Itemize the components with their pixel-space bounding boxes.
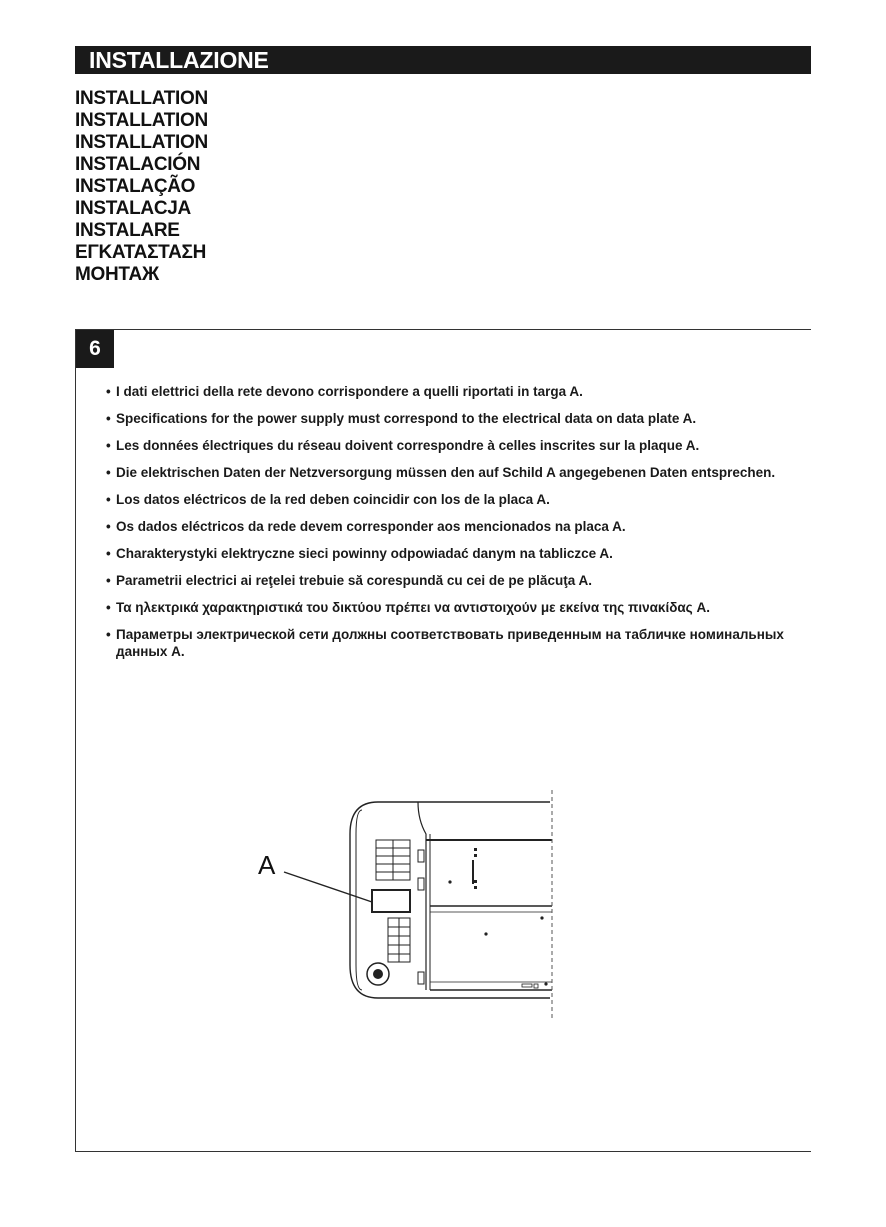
step-number: 6 [89,337,101,360]
title-ru: МОНТАЖ [75,264,159,285]
title-en: INSTALLATION [75,88,208,109]
instruction-list [106,383,796,670]
instruction-pl: • Charakterystyki elektryczne sieci powinny odpowiadać danym na tabliczce A. [106,545,796,562]
instruction-pt: • Os dados eléctricos da rede devem corresponder aos mencionados na placa A. [106,518,796,535]
instruction-fr: • Les données électriques du réseau doivent correspondre à celles inscrites sur la plaque A. [106,437,796,454]
instruction-de: • Die elektrischen Daten der Netzversorgung müssen den auf Schild A angegebenen Daten entsprechen. [106,464,796,481]
step-number-badge [76,330,114,368]
control-knob-icon [367,963,389,985]
title-pt: INSTALAÇÃO [75,176,196,197]
callout-leader-line [284,872,372,902]
instruction-es: • Los datos eléctricos de la red deben coincidir con los de la placa A. [106,491,796,508]
instruction-it: • I dati elettrici della rete devono corrispondere a quelli riportati in targa A. [106,383,796,400]
title-pl: INSTALACJA [75,198,191,219]
page-title: INSTALLAZIONE [89,47,269,73]
instruction-ru: • Параметры электрической сети должны соответствовать приведенным на табличке номинальных данных A. [106,626,796,660]
instruction-el: • Τα ηλεκτρικά χαρακτηριστικά του δικτύου πρέπει να αντιστοιχούν με εκείνα της πινακίδας A. [106,599,796,616]
translated-titles-list [75,88,208,286]
title-fr: INSTALLATION [75,110,208,131]
section-header-bar [75,46,811,74]
vent-grille-lower-icon [388,918,410,962]
title-es: INSTALACIÓN [75,154,201,175]
figure-callout-label: A [258,850,276,880]
vent-grille-upper-icon [376,840,410,880]
title-el: ΕΓΚΑΤΑΣΤΑΣΗ [75,242,207,263]
panel-detail-marks-icon [448,848,547,988]
title-ro: INSTALARE [75,220,180,241]
appliance-illustration [250,790,570,1030]
instruction-en: • Specifications for the power supply must correspond to the electrical data on data plate A. [106,410,796,427]
data-plate-icon [372,890,410,912]
title-de: INSTALLATION [75,132,208,153]
instruction-ro: • Parametrii electrici ai reţelei trebuie să corespundă cu cei de pe plăcuţa A. [106,572,796,589]
side-connector-icons [418,850,424,984]
